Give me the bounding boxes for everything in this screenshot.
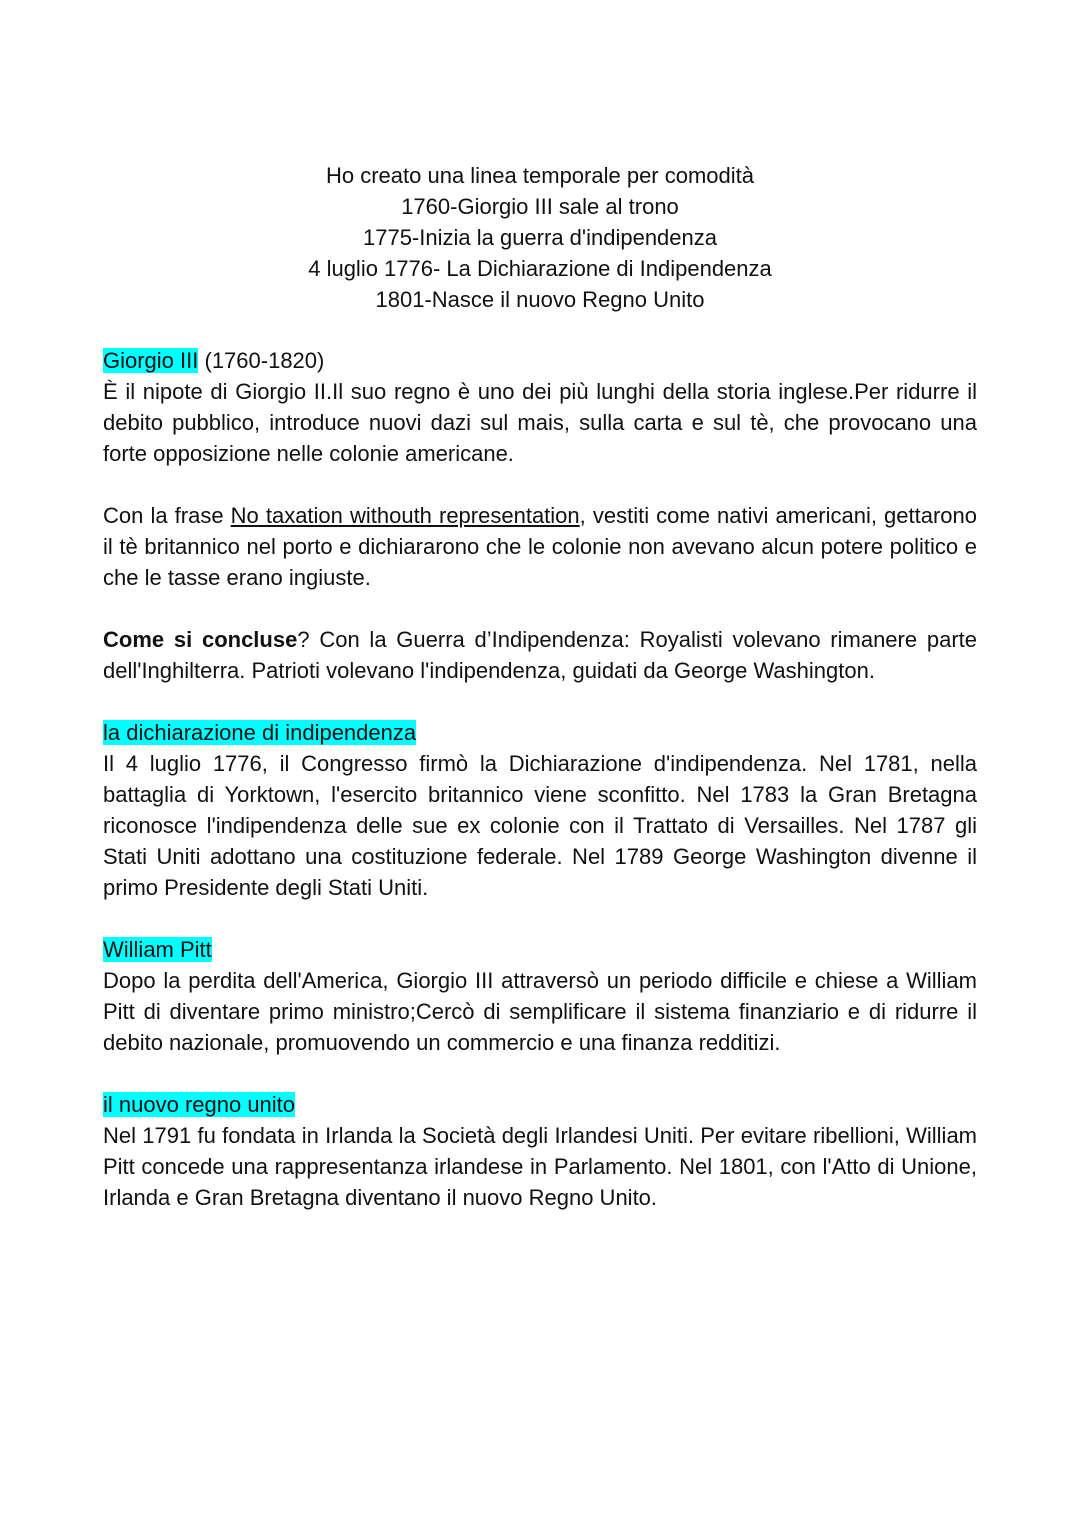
taxation-paragraph bbox=[103, 500, 977, 593]
giorgio-heading: Giorgio III bbox=[103, 348, 199, 373]
declaration-paragraph: Il 4 luglio 1776, il Congresso firmò la Dichiarazione d'indipendenza. Nel 1781, nella battaglia di Yorktown, l'esercito britannico viene sconfitto. Nel 1783 la Gran Bretagna riconosce l'indipendenza delle sue ex colonie con il Trattato di Versailles. Nel 1787 gli Stati Uniti adottano una costituzione federale. Nel 1789 George Washington divenne il primo Presidente degli Stati Uniti. bbox=[103, 751, 977, 900]
giorgio-years: (1760-1820) bbox=[198, 348, 325, 373]
spacer bbox=[103, 593, 977, 624]
spacer bbox=[103, 469, 977, 500]
timeline-event: 1775-Inizia la guerra d'indipendenza bbox=[362, 225, 717, 250]
declaration-heading: la dichiarazione di indipendenza bbox=[103, 720, 417, 745]
pitt-paragraph: Dopo la perdita dell'America, Giorgio III attraversò un periodo difficile e chiese a William Pitt di diventare primo ministro;Cercò di semplificare il sistema finanziario e di ridurre il debito nazionale, promuovendo un commercio e una finanza redditizi. bbox=[103, 968, 977, 1055]
declaration-heading-line bbox=[103, 717, 977, 748]
kingdom-heading: il nuovo regno unito bbox=[103, 1092, 296, 1117]
taxation-before: Con la frase bbox=[103, 503, 231, 528]
taxation-after: , vestiti come nativi americani, gettarono il tè britannico nel porto e dichiararono che le colonie non avevano alcun potere politico e che le tasse erano ingiuste. bbox=[103, 503, 978, 590]
kingdom-paragraph: Nel 1791 fu fondata in Irlanda la Società degli Irlandesi Uniti. Per evitare ribellioni, William Pitt concede una rappresentanza irlandese in Parlamento. Nel 1801, con l'Atto di Unione, Irlanda e Gran Bretagna diventano il nuovo Regno Unito. bbox=[103, 1123, 977, 1210]
taxation-slogan: No taxation withouth representation bbox=[230, 503, 580, 528]
document-body bbox=[103, 345, 977, 1213]
timeline-event: 1760-Giorgio III sale al trono bbox=[401, 194, 679, 219]
pitt-heading-line bbox=[103, 934, 977, 965]
pitt-heading: William Pitt bbox=[103, 937, 212, 962]
conclusion-question: Come si concluse bbox=[103, 627, 298, 652]
timeline-event: 4 luglio 1776- La Dichiarazione di Indipendenza bbox=[308, 256, 772, 281]
timeline-event: 1801-Nasce il nuovo Regno Unito bbox=[375, 287, 705, 312]
spacer bbox=[103, 1058, 977, 1089]
giorgio-heading-line bbox=[103, 345, 977, 376]
conclusion-body: ? Con la Guerra d’Indipendenza: Royalisti volevano rimanere parte dell'Inghilterra. Patrioti volevano l'indipendenza, guidati da George Washington. bbox=[103, 627, 977, 683]
spacer bbox=[103, 903, 977, 934]
giorgio-paragraph: È il nipote di Giorgio II.Il suo regno è uno dei più lunghi della storia inglese.Per ridurre il debito pubblico, introduce nuovi dazi sul mais, sulla carta e sul tè, che provocano una forte opposizione nelle colonie americane. bbox=[103, 379, 977, 466]
conclusion-paragraph bbox=[103, 624, 977, 686]
kingdom-heading-line bbox=[103, 1089, 977, 1120]
timeline-intro: Ho creato una linea temporale per comodità bbox=[325, 163, 755, 188]
timeline-block bbox=[0, 160, 1080, 315]
spacer bbox=[103, 686, 977, 717]
